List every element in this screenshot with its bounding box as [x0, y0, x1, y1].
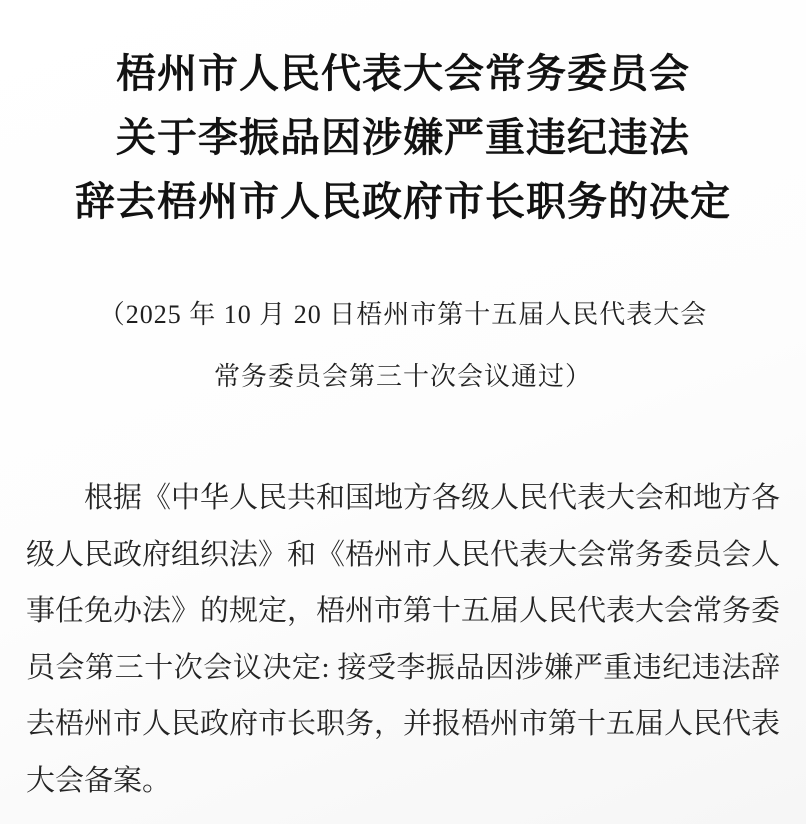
meeting-note-line-1: （2025 年 10 月 20 日梧州市第十五届人民代表大会: [98, 300, 708, 329]
body-line-6: 大会备案。: [26, 764, 172, 797]
body-line-3: 事任免办法》的规定，梧州市第十五届人民代表大会常务委: [26, 595, 781, 627]
meeting-passed-note: [0, 284, 806, 408]
title-line-3: 辞去梧州市人民政府市长职务的决定: [75, 179, 731, 224]
title-line-2: 关于李振品因涉嫌严重违纪违法: [116, 115, 690, 160]
meeting-note-line-2: 常务委员会第三十次会议通过）: [213, 362, 592, 391]
title-line-1: 梧州市人民代表大会常务委员会: [116, 51, 690, 96]
body-line-4: 员会第三十次会议决定: 接受李振品因涉嫌严重违纪违法辞: [26, 651, 780, 684]
document-title: [0, 0, 806, 234]
decision-body: [0, 470, 806, 809]
body-line-5: 去梧州市人民政府市长职务，并报梧州市第十五届人民代表: [26, 708, 781, 740]
body-line-1: 根据《中华人民共和国地方各级人民代表大会和地方各: [84, 482, 781, 514]
body-line-2: 级人民政府组织法》和《梧州市人民代表大会常务委员会人: [26, 538, 781, 571]
